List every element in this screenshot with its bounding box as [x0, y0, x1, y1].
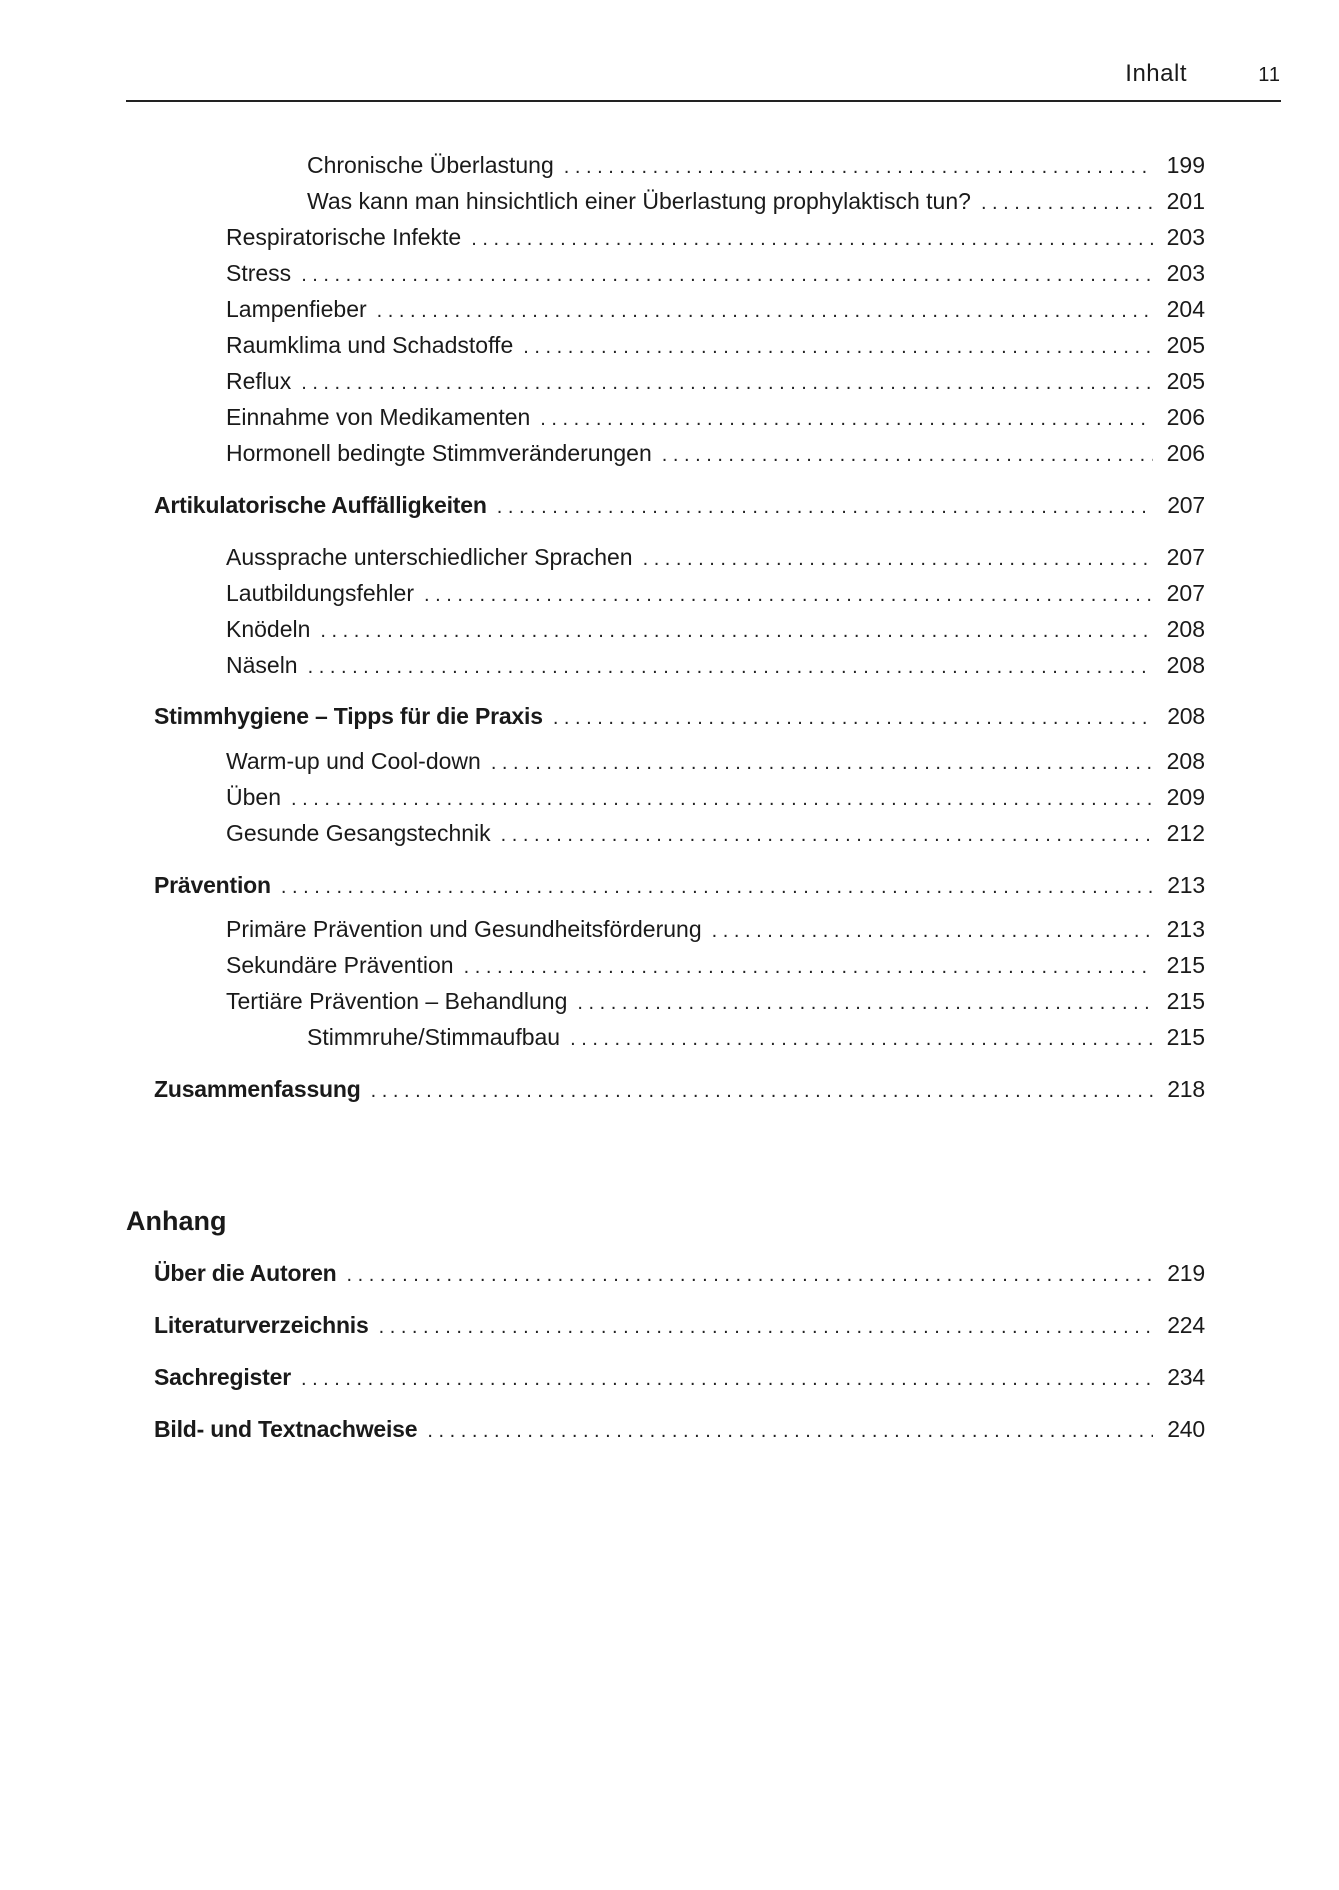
toc-entry — [226, 224, 1205, 256]
toc-entry-label: Sachregister — [154, 1364, 291, 1390]
toc-entry-label: Chronische Überlastung — [307, 152, 554, 178]
toc-chapter-entry — [154, 492, 1205, 524]
toc-chapter-entry — [154, 1416, 1205, 1448]
toc-entry-label: Stress — [226, 260, 292, 286]
toc-entry-label: Aussprache unterschiedlicher Sprachen — [226, 544, 633, 570]
toc-entry — [226, 784, 1205, 816]
toc-entry-label: Raumklima und Schadstoffe — [226, 332, 514, 358]
toc-entry-label: Artikulatorische Auffälligkeiten — [154, 492, 487, 518]
toc-entry-label: Tertiäre Prävention – Behandlung — [226, 988, 568, 1014]
toc-chapter-entry — [154, 872, 1205, 904]
toc-entry — [226, 952, 1205, 984]
toc-entry-label: Primäre Prävention und Gesundheitsförderung — [226, 916, 702, 942]
toc-entry-label: Reflux — [226, 368, 292, 394]
toc-entry — [226, 616, 1205, 648]
toc-entry-page: 215 — [1166, 952, 1205, 978]
toc-entry-page: 215 — [1166, 988, 1205, 1014]
toc-entry-page: 208 — [1166, 616, 1205, 642]
toc-chapter-entry — [154, 1076, 1205, 1108]
toc-entry-label: Üben — [226, 784, 281, 810]
toc-entry-page: 207 — [1166, 580, 1205, 606]
toc-entry-label: Stimmhygiene – Tipps für die Praxis — [154, 703, 543, 729]
toc-entry — [226, 260, 1205, 292]
toc-entry-page: 224 — [1167, 1312, 1205, 1338]
dot-leader — [291, 788, 1153, 811]
dot-leader — [491, 752, 1153, 775]
dot-leader — [308, 656, 1153, 679]
toc-entry-page: 207 — [1167, 492, 1205, 518]
dot-leader — [424, 584, 1153, 607]
dot-leader — [523, 336, 1153, 359]
dot-leader — [564, 156, 1153, 179]
toc-entry-page: 215 — [1166, 1024, 1205, 1050]
toc-entry — [226, 404, 1205, 436]
toc-chapter-entry — [154, 1260, 1205, 1292]
dot-leader — [301, 372, 1153, 395]
toc-entry-page: 212 — [1166, 820, 1205, 846]
toc-entry — [307, 152, 1205, 184]
toc-entry-page: 213 — [1166, 916, 1205, 942]
toc-entry-label: Über die Autoren — [154, 1260, 337, 1286]
toc-chapter-entry — [154, 703, 1205, 735]
dot-leader — [371, 1080, 1153, 1103]
toc-entry-label: Lampenfieber — [226, 296, 367, 322]
dot-leader — [281, 876, 1153, 899]
toc-entry-page: 240 — [1167, 1416, 1205, 1442]
toc-entry-label: Gesunde Gesangstechnik — [226, 820, 491, 846]
toc-entry-page: 201 — [1166, 188, 1205, 214]
toc-entry-label: Hormonell bedingte Stimmveränderungen — [226, 440, 652, 466]
toc-entry-page: 219 — [1167, 1260, 1205, 1286]
toc-entry-label: Bild- und Textnachweise — [154, 1416, 418, 1442]
toc-entry-page: 208 — [1166, 652, 1205, 678]
toc-entry-label: Warm-up und Cool-down — [226, 748, 481, 774]
toc-entry-label: Prävention — [154, 872, 271, 898]
toc-entry-label: Einnahme von Medikamenten — [226, 404, 531, 430]
toc-entry — [226, 652, 1205, 684]
dot-leader — [553, 707, 1153, 730]
dot-leader — [981, 192, 1153, 215]
toc-entry-label: Näseln — [226, 652, 298, 678]
dot-leader — [712, 920, 1153, 943]
toc-entry-page: 206 — [1166, 440, 1205, 466]
dot-leader — [301, 264, 1153, 287]
toc-entry-page: 208 — [1166, 748, 1205, 774]
toc-entry — [226, 296, 1205, 328]
dot-leader — [577, 992, 1153, 1015]
dot-leader — [501, 824, 1153, 847]
dot-leader — [540, 408, 1153, 431]
dot-leader — [497, 496, 1153, 519]
toc-entry — [226, 368, 1205, 400]
dot-leader — [427, 1420, 1153, 1443]
toc-entry-label: Sekundäre Prävention — [226, 952, 454, 978]
toc-entry — [226, 440, 1205, 472]
appendix-heading: Anhang — [126, 1206, 227, 1236]
toc-entry-label: Was kann man hinsichtlich einer Überlastung prophylaktisch tun? — [307, 188, 971, 214]
toc-entry-page: 203 — [1166, 224, 1205, 250]
toc-chapter-entry — [154, 1312, 1205, 1344]
running-header — [126, 58, 1281, 102]
toc-chapter-entry — [154, 1364, 1205, 1396]
toc-entry-page: 234 — [1167, 1364, 1205, 1390]
dot-leader — [471, 228, 1153, 251]
toc-entry-page: 204 — [1166, 296, 1205, 322]
toc-entry-page: 206 — [1166, 404, 1205, 430]
toc-entry-label: Zusammenfassung — [154, 1076, 361, 1102]
header-page-number: 11 — [1258, 64, 1281, 86]
toc-entry-label: Respiratorische Infekte — [226, 224, 462, 250]
dot-leader — [464, 956, 1153, 979]
toc-entry — [226, 580, 1205, 612]
toc-entry — [226, 988, 1205, 1020]
dot-leader — [301, 1368, 1153, 1391]
toc-entry — [307, 1024, 1205, 1056]
toc-entry-page: 218 — [1167, 1076, 1205, 1102]
toc-entry — [226, 820, 1205, 852]
toc-entry — [226, 748, 1205, 780]
dot-leader — [347, 1264, 1153, 1287]
toc-entry-label: Stimmruhe/Stimmaufbau — [307, 1024, 561, 1050]
toc-entry — [226, 916, 1205, 948]
toc-entry-page: 209 — [1166, 784, 1205, 810]
toc-entry-page: 213 — [1167, 872, 1205, 898]
toc-entry-label: Literaturverzeichnis — [154, 1312, 369, 1338]
toc-entry-page: 207 — [1166, 544, 1205, 570]
toc-entry-page: 205 — [1166, 332, 1205, 358]
dot-leader — [570, 1028, 1153, 1051]
dot-leader — [320, 620, 1153, 643]
toc-entry — [226, 544, 1205, 576]
dot-leader — [377, 300, 1153, 323]
toc-entry-page: 205 — [1166, 368, 1205, 394]
toc-entry — [307, 188, 1205, 220]
toc-entry-page: 208 — [1167, 703, 1205, 729]
dot-leader — [662, 444, 1153, 467]
header-title: Inhalt — [1125, 60, 1187, 87]
toc-entry — [226, 332, 1205, 364]
dot-leader — [643, 548, 1153, 571]
toc-entry-label: Knödeln — [226, 616, 311, 642]
toc-entry-page: 203 — [1166, 260, 1205, 286]
toc-entry-label: Lautbildungsfehler — [226, 580, 414, 606]
toc-entry-page: 199 — [1166, 152, 1205, 178]
dot-leader — [379, 1316, 1153, 1339]
